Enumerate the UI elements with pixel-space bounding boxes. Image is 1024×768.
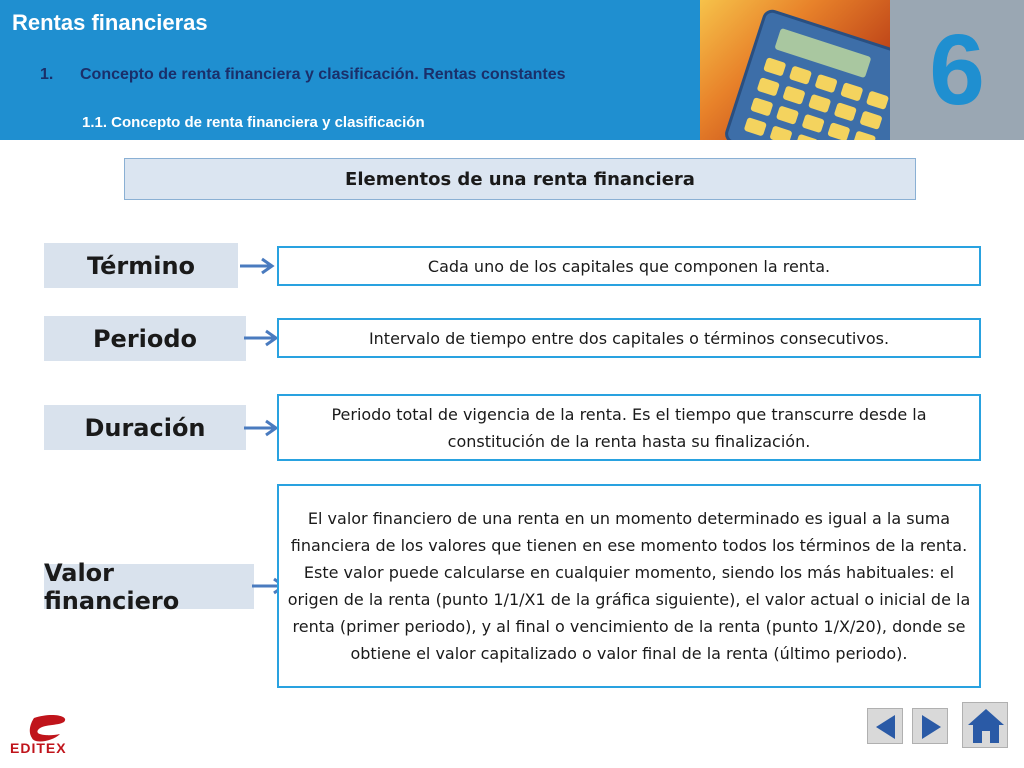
home-icon: [963, 703, 1009, 749]
chapter-number: 6: [929, 14, 985, 126]
next-slide-button[interactable]: [912, 708, 948, 744]
chapter-badge: [890, 0, 1024, 140]
definition-termino: Cada uno de los capitales que componen la renta.: [277, 246, 981, 286]
definition-periodo: Intervalo de tiempo entre dos capitales o términos consecutivos.: [277, 318, 981, 358]
calculator-image: [700, 0, 890, 140]
subsection-heading: 1.1. Concepto de renta financiera y clasificación: [82, 114, 425, 131]
arrow-right-icon: [242, 328, 282, 348]
section-title: Concepto de renta financiera y clasificación. Rentas constantes: [80, 66, 566, 83]
editex-logo-text: EDITEX: [10, 740, 67, 756]
page-title: Rentas financieras: [12, 10, 208, 35]
arrow-right-icon: [238, 256, 278, 276]
definition-valor-financiero: El valor financiero de una renta en un momento determinado es igual a la suma financiera de los valores que tienen en ese momento todos los términos de la renta. Este valor puede calcularse en cualquier momento, siendo los más habituales: el origen de la renta (punto 1/1/X1 de la gráfica siguiente), el valor actual o inicial de la renta (primer periodo), y al final o vencimiento de la renta (punto 1/X/20), donde se obtiene el valor capitalizado o valor final de la renta (último periodo).: [277, 484, 981, 688]
prev-slide-button[interactable]: [867, 708, 903, 744]
term-label-periodo: Periodo: [44, 316, 246, 361]
term-label-termino: Término: [44, 243, 238, 288]
box-title: Elementos de una renta financiera: [124, 158, 916, 200]
triangle-right-icon: [913, 709, 949, 745]
triangle-left-icon: [868, 709, 904, 745]
term-label-valor-financiero: Valor financiero: [44, 564, 254, 609]
section-number: 1.: [40, 66, 54, 83]
arrow-right-icon: [242, 418, 282, 438]
definition-duracion: Periodo total de vigencia de la renta. Es el tiempo que transcurre desde la constitución de la renta hasta su finalización.: [277, 394, 981, 461]
term-label-duracion: Duración: [44, 405, 246, 450]
home-button[interactable]: [962, 702, 1008, 748]
section-heading: [40, 66, 565, 84]
